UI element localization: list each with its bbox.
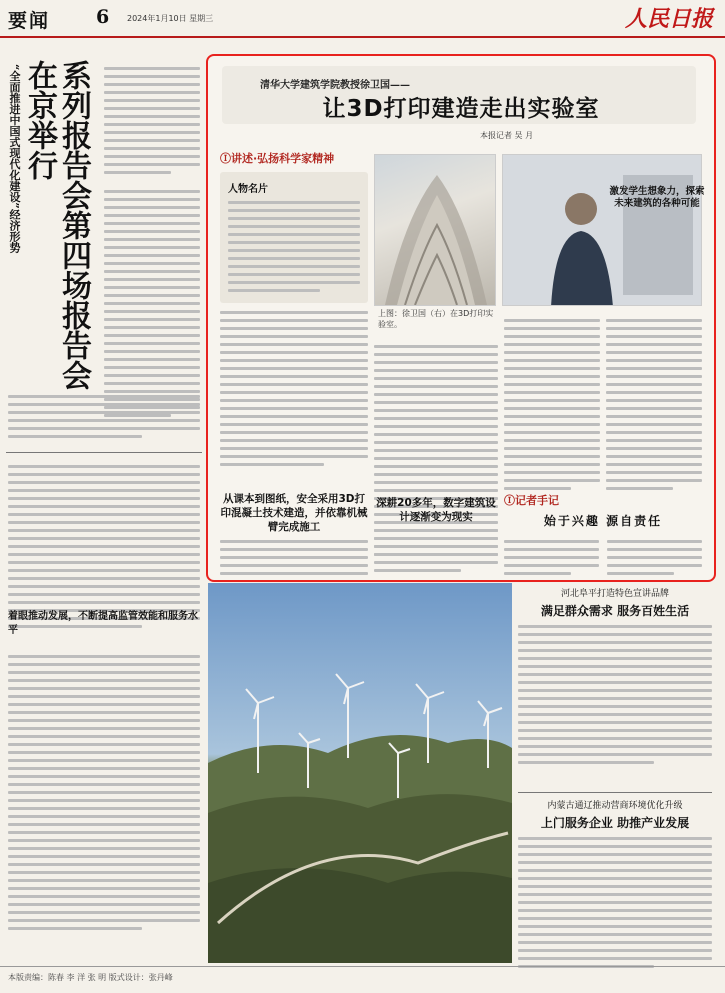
wind-farm-photo (208, 583, 512, 963)
article-fuping (518, 586, 712, 769)
subhead-2-block (374, 496, 498, 561)
column-4 (606, 314, 702, 495)
article1-kicker: 河北阜平打造特色宣讲品牌 (560, 589, 669, 599)
subhead-3: 激发学生想象力，探索未来建筑的各种可能 (609, 186, 705, 209)
3d-printed-structure-photo (374, 154, 496, 306)
article-headline: 让3D打印建造走出实验室 (322, 96, 600, 122)
column-3 (504, 314, 600, 495)
article-tongliao (518, 798, 712, 973)
subhead-3-block (606, 186, 708, 210)
footer-editors: 本版责编：陈春 李 洋 张 明 版式设计：张丹峰 (8, 973, 173, 982)
subhead-1: 从课本到图纸，安全采用3D打印混凝土技术建造，并依靠机械臂完成施工 (220, 493, 368, 533)
page-header (0, 0, 725, 38)
left-feature-title: 系列报告会第四场报告会在京举行 (22, 60, 91, 390)
newspaper-logo: 人民日报 (624, 6, 713, 32)
left-article-text (8, 460, 200, 633)
article-byline: 本报记者 吴 月 (480, 131, 534, 140)
featured-article (206, 54, 716, 582)
notes-label: Ⓘ记者手记 (504, 494, 559, 507)
subhead-1-block (220, 492, 368, 582)
profile-card (220, 172, 368, 303)
column-label: Ⓘ讲述·弘扬科学家精神 (220, 152, 335, 165)
left-feature-subtitle: “全面推进中国式现代化建设”经济形势 (8, 64, 21, 253)
article1-title: 满足群众需求 服务百姓生活 (540, 604, 690, 618)
issue-date: 2024年1月10日 星期三 (127, 14, 214, 23)
left-subhead: 着眼推动发展，不断提高监管效能和服务水平 (8, 611, 198, 636)
article-kicker: 清华大学建筑学院教授徐卫国—— (260, 80, 410, 91)
divider (6, 452, 202, 453)
profile-heading: 人物名片 (228, 184, 268, 195)
article2-kicker: 内蒙古通辽推动营商环境优化升级 (547, 801, 683, 811)
left-subhead-block (8, 610, 200, 638)
photo-caption: 上图：徐卫国（右）在3D打印实验室。 (378, 309, 494, 329)
article2-title: 上门服务企业 助推产业发展 (540, 816, 690, 830)
divider (518, 792, 712, 793)
reporter-notes (504, 492, 702, 580)
notes-title: 始于兴趣 源自责任 (543, 514, 663, 528)
section-name: 要闻 (8, 10, 51, 32)
footer-rule (0, 966, 725, 967)
left-body-text (8, 390, 200, 443)
left-feature-text (104, 62, 200, 422)
subhead-2: 深耕20多年，数字建筑设计逐渐变为现实 (376, 497, 496, 523)
professor-portrait-photo (502, 154, 702, 306)
left-lower-text (8, 650, 200, 935)
page-number: 6 (96, 6, 110, 28)
column-1 (220, 150, 368, 471)
